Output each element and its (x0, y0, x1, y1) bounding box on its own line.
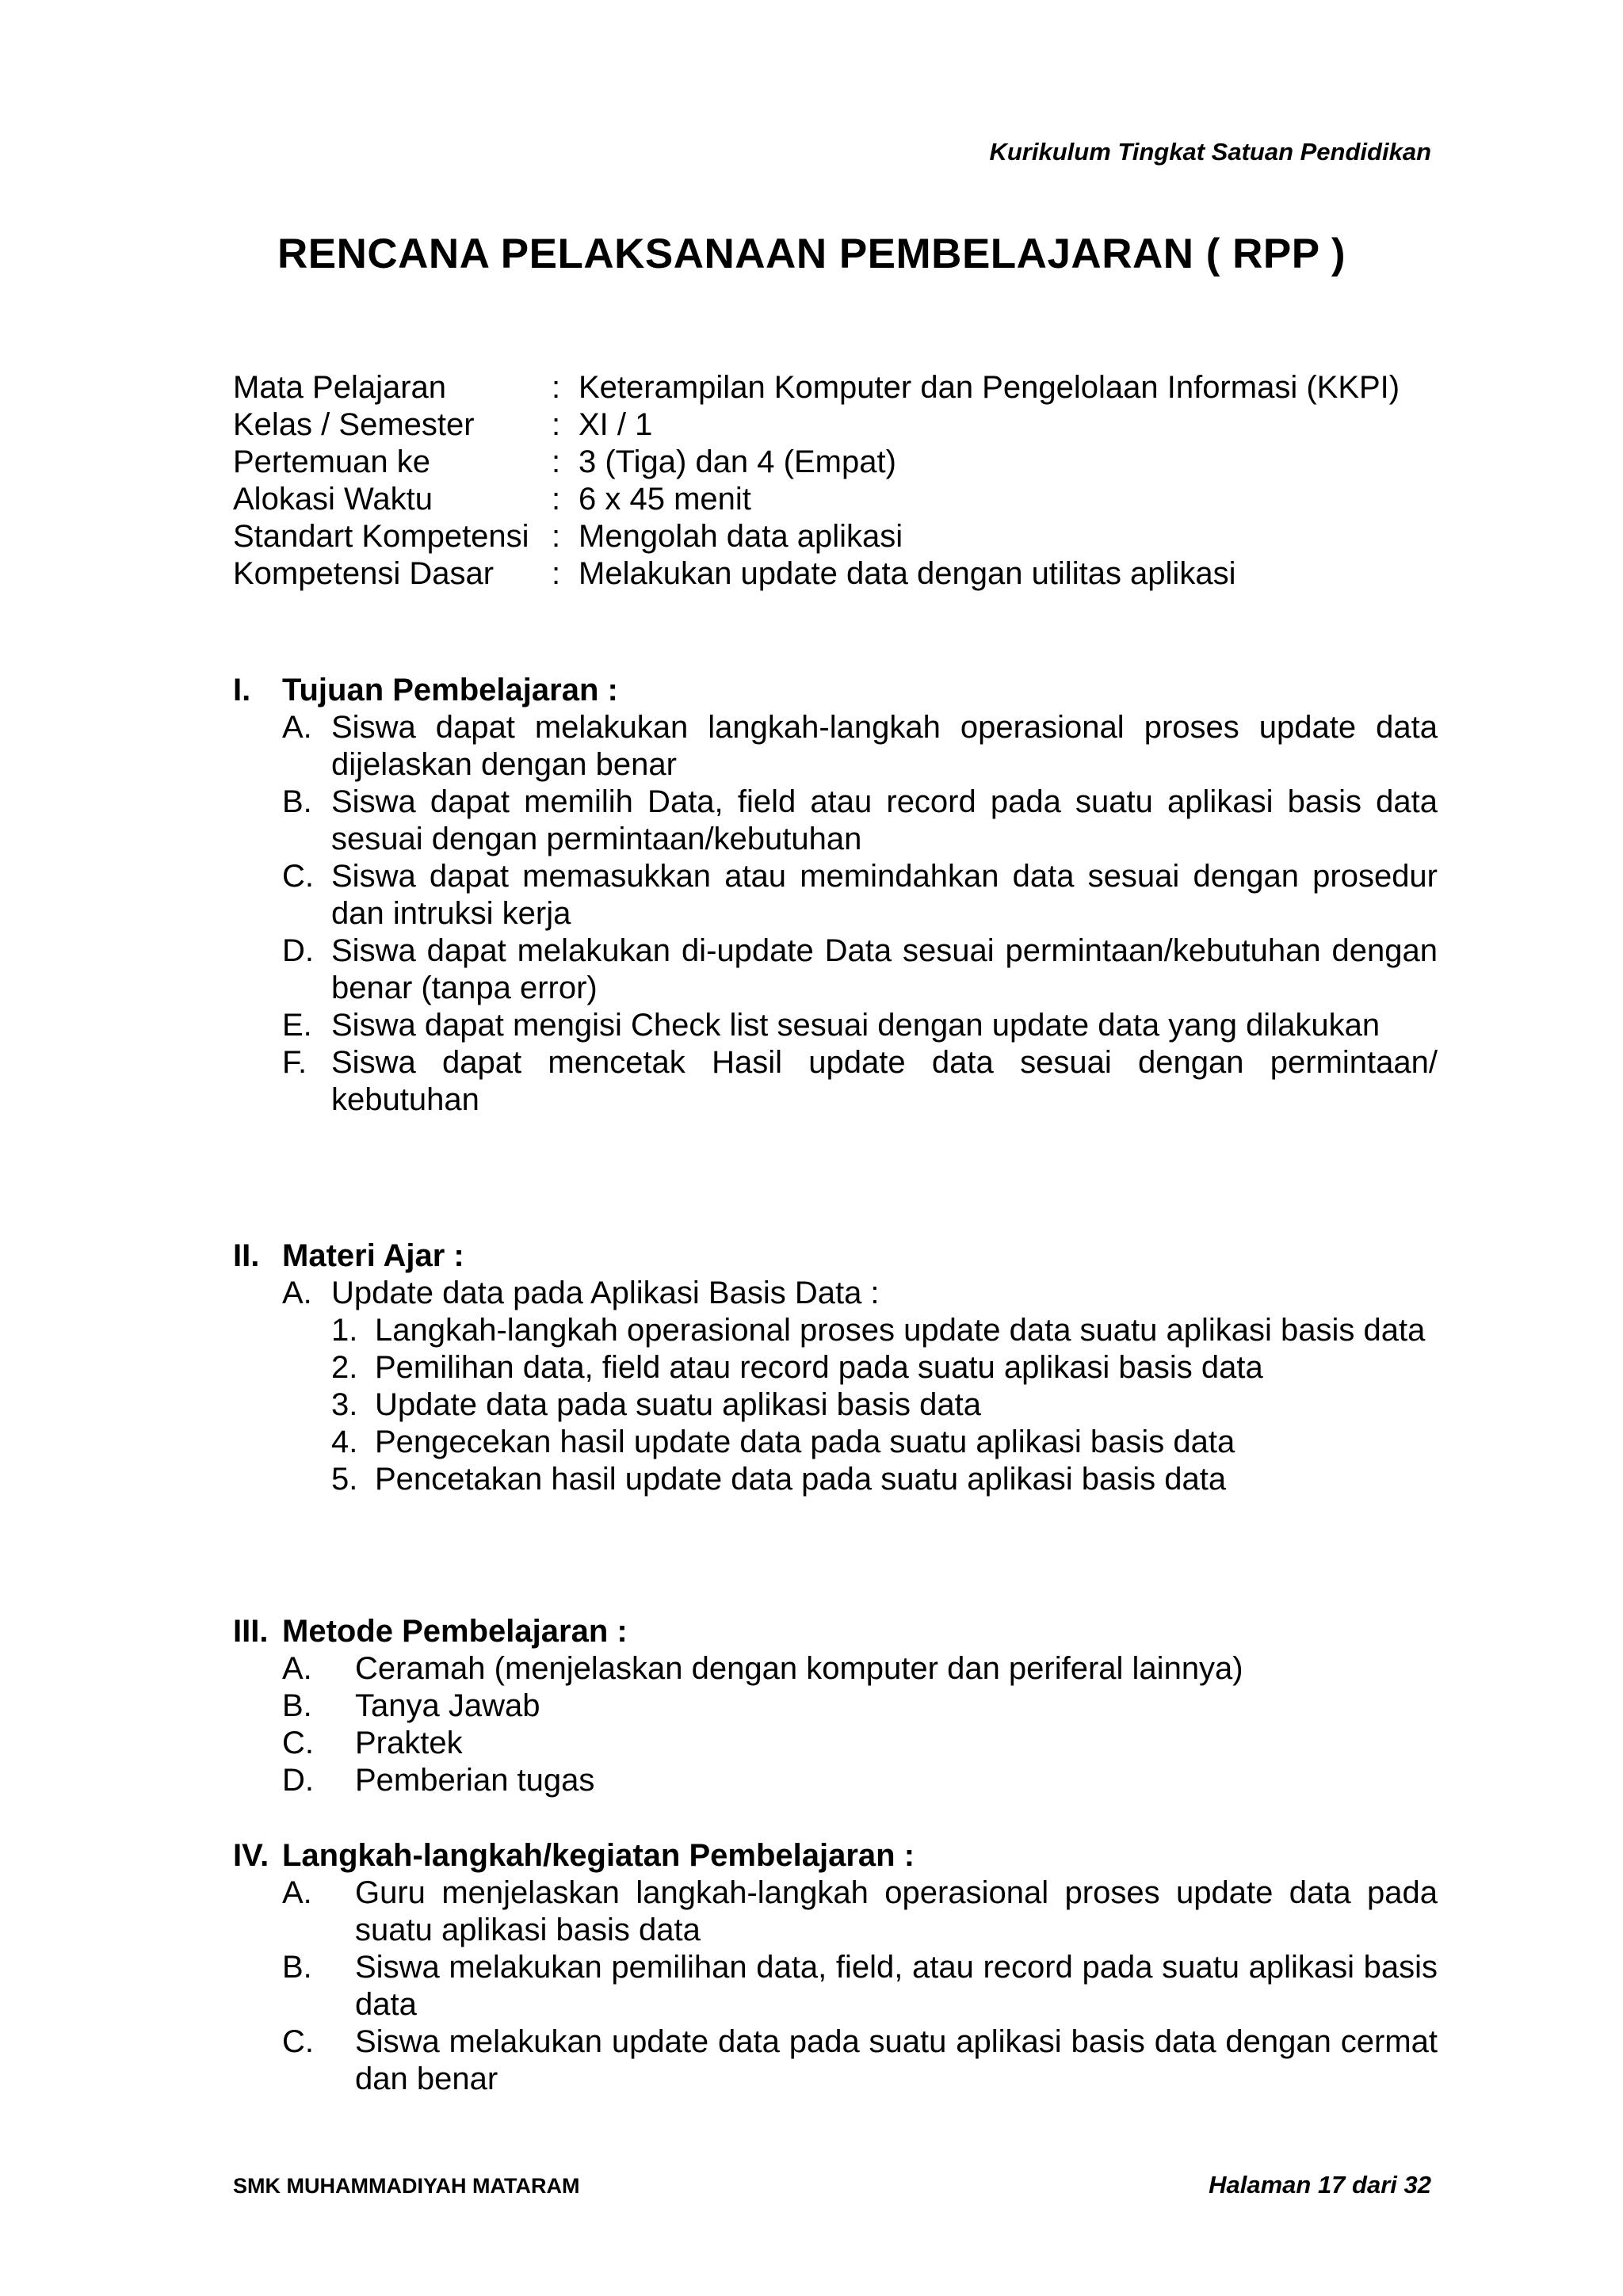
info-colon: : (552, 519, 561, 554)
info-value: Melakukan update data dengan utilitas aplikasi (579, 556, 1236, 591)
item-letter: C. (282, 1726, 314, 1760)
section-number: III. (233, 1614, 269, 1649)
item-text: Ceramah (menjelaskan dengan komputer dan periferal lainnya) (355, 1651, 1243, 1686)
info-colon: : (552, 482, 561, 517)
list-item (233, 1312, 1438, 1349)
section-title: Metode Pembelajaran : (282, 1614, 628, 1649)
item-letter: A. (282, 1276, 312, 1310)
info-label: Pertemuan ke (233, 444, 431, 479)
info-value: Mengolah data aplikasi (579, 519, 903, 554)
list-item (233, 1762, 1438, 1799)
item-letter: A. (282, 1875, 312, 1910)
info-label: Mata Pelajaran (233, 370, 447, 405)
item-text: Siswa dapat memilih Data, field atau record pada suatu aplikasi basis data sesuai dengan permintaan/kebutuhan (331, 784, 1438, 856)
list-item (233, 1007, 1438, 1044)
info-value: 6 x 45 menit (579, 482, 751, 517)
list-item (233, 1949, 1438, 2023)
section-materi (233, 1238, 1438, 1498)
item-text: Langkah-langkah operasional proses update data suatu aplikasi basis data (375, 1313, 1426, 1348)
section-heading (233, 672, 1438, 709)
item-number: 1. (331, 1313, 358, 1348)
section-heading (233, 1238, 1438, 1275)
section-title: Materi Ajar : (282, 1238, 464, 1273)
item-letter: D. (282, 933, 314, 968)
item-text: Siswa dapat memasukkan atau memindahkan data sesuai dengan prosedur dan intruksi kerja (331, 859, 1438, 931)
list-item (233, 709, 1438, 784)
item-text: Siswa dapat melakukan langkah-langkah operasional proses update data dijelaskan dengan benar (331, 710, 1438, 782)
list-item (233, 858, 1438, 933)
list-item (233, 1688, 1438, 1725)
list-item (233, 1386, 1438, 1424)
info-value: 3 (Tiga) dan 4 (Empat) (579, 444, 896, 479)
section-number: I. (233, 673, 251, 707)
info-row (233, 406, 1438, 444)
item-text: Siswa melakukan pemilihan data, field, atau record pada suatu aplikasi basis data (355, 1950, 1438, 2022)
list-item (233, 784, 1438, 858)
info-label: Alokasi Waktu (233, 482, 433, 517)
info-block (233, 369, 1438, 593)
item-text: Tanya Jawab (355, 1688, 540, 1723)
item-text: Guru menjelaskan langkah-langkah operasional proses update data pada suatu aplikasi basis data (355, 1875, 1438, 1947)
item-letter: B. (282, 1950, 312, 1985)
item-text: Siswa dapat melakukan di-update Data sesuai permintaan/kebutuhan dengan benar (tanpa error) (331, 933, 1438, 1005)
section-number: IV. (233, 1838, 269, 1873)
item-letter: A. (282, 1651, 312, 1686)
section-langkah (233, 1837, 1438, 2098)
item-letter: A. (282, 710, 312, 745)
info-label: Kelas / Semester (233, 407, 475, 442)
info-colon: : (552, 370, 561, 405)
curriculum-header: Kurikulum Tingkat Satuan Pendidikan (989, 138, 1431, 166)
sub-heading (233, 1275, 1438, 1312)
info-row (233, 518, 1438, 555)
list-item (233, 933, 1438, 1007)
item-letter: D. (282, 1763, 314, 1798)
item-text: Siswa dapat mengisi Check list sesuai dengan update data yang dilakukan (331, 1008, 1381, 1043)
section-tujuan (233, 672, 1438, 1119)
item-letter: B. (282, 1688, 312, 1723)
item-number: 3. (331, 1387, 358, 1422)
item-text: Siswa dapat mencetak Hasil update data sesuai dengan permintaan/ kebutuhan (331, 1045, 1438, 1117)
info-row (233, 444, 1438, 481)
info-label: Kompetensi Dasar (233, 556, 495, 591)
section-heading (233, 1837, 1438, 1875)
list-item (233, 2023, 1438, 2098)
item-text: Praktek (355, 1726, 463, 1760)
section-number: II. (233, 1238, 260, 1273)
item-letter: F. (282, 1045, 307, 1080)
item-letter: C. (282, 2024, 314, 2059)
info-row (233, 481, 1438, 518)
item-text: Pencetakan hasil update data pada suatu aplikasi basis data (375, 1462, 1227, 1497)
list-item (233, 1424, 1438, 1461)
info-colon: : (552, 444, 561, 479)
info-row (233, 369, 1438, 406)
footer-page-number: Halaman 17 dari 32 (1209, 2171, 1431, 2199)
footer-school: SMK MUHAMMADIYAH MATARAM (233, 2174, 580, 2198)
section-title: Tujuan Pembelajaran : (282, 673, 618, 707)
item-text: Pengecekan hasil update data pada suatu aplikasi basis data (375, 1425, 1235, 1459)
info-value: Keterampilan Komputer dan Pengelolaan Informasi (KKPI) (579, 370, 1400, 405)
item-letter: E. (282, 1008, 312, 1043)
info-colon: : (552, 407, 561, 442)
list-item (233, 1875, 1438, 1949)
item-text: Pemberian tugas (355, 1763, 595, 1798)
section-metode (233, 1613, 1438, 1799)
list-item (233, 1044, 1438, 1119)
item-letter: C. (282, 859, 314, 894)
info-value: XI / 1 (579, 407, 653, 442)
section-title: Langkah-langkah/kegiatan Pembelajaran : (282, 1838, 915, 1873)
item-number: 5. (331, 1462, 358, 1497)
item-text: Pemilihan data, field atau record pada suatu aplikasi basis data (375, 1350, 1263, 1385)
info-label: Standart Kompetensi (233, 519, 529, 554)
item-text: Update data pada suatu aplikasi basis data (375, 1387, 981, 1422)
item-number: 2. (331, 1350, 358, 1385)
item-text: Update data pada Aplikasi Basis Data : (331, 1276, 880, 1310)
document-title: RENCANA PELAKSANAAN PEMBELAJARAN ( RPP ) (277, 231, 1346, 277)
item-letter: B. (282, 784, 312, 819)
info-row (233, 555, 1438, 593)
section-heading (233, 1613, 1438, 1650)
list-item (233, 1461, 1438, 1498)
list-item (233, 1650, 1438, 1688)
list-item (233, 1725, 1438, 1762)
item-text: Siswa melakukan update data pada suatu aplikasi basis data dengan cermat dan benar (355, 2024, 1438, 2096)
info-colon: : (552, 556, 561, 591)
list-item (233, 1349, 1438, 1386)
item-number: 4. (331, 1425, 358, 1459)
